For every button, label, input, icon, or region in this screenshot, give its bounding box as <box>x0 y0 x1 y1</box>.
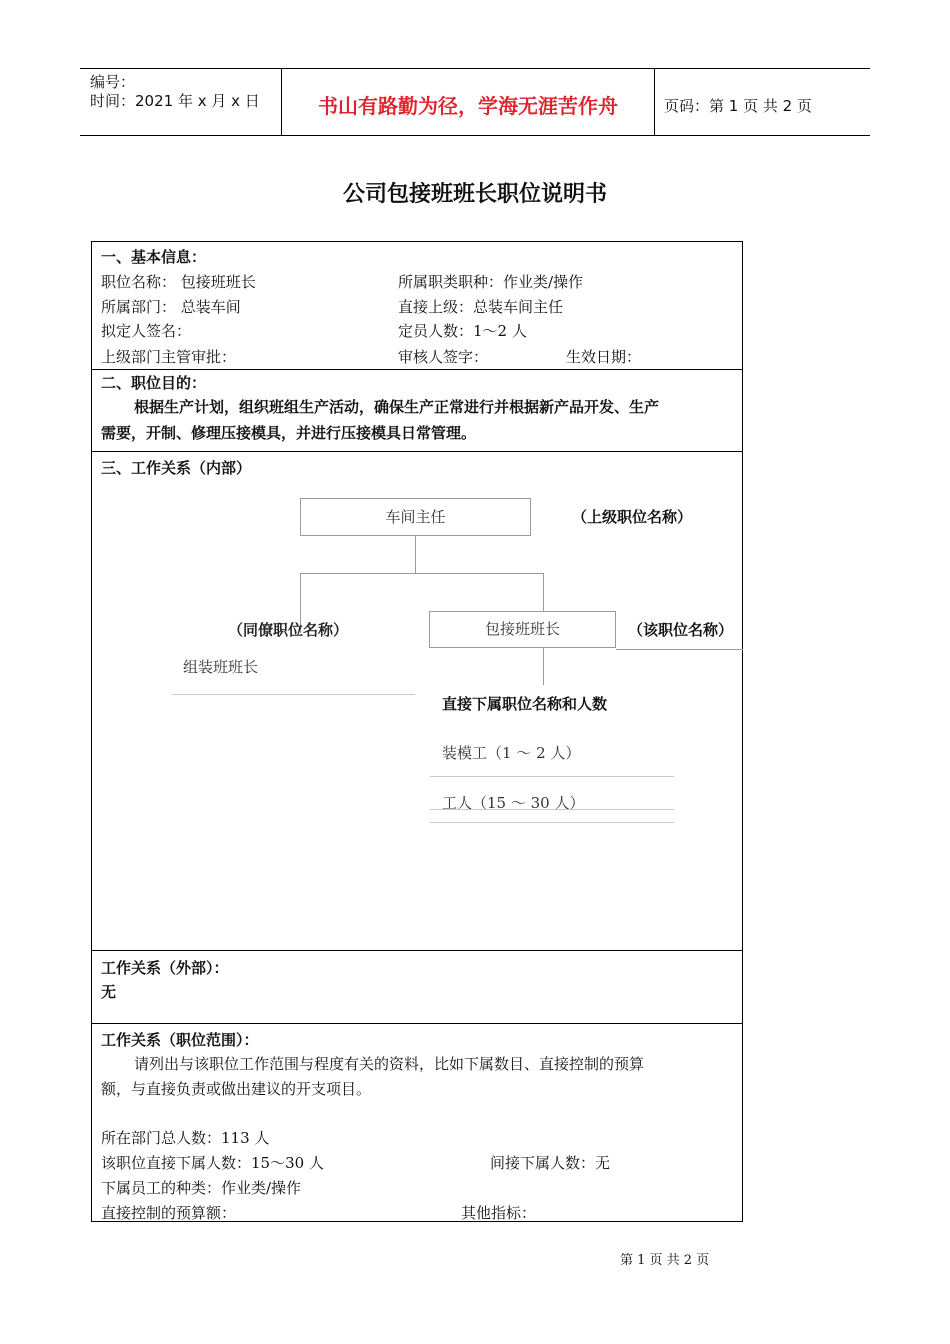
direct-superior: 直接上级：总装车间主任 <box>398 298 564 316</box>
peer-role-label: （同僚职位名称） <box>228 621 349 639</box>
subordinate-types: 下属员工的种类：作业类/操作 <box>101 1179 302 1197</box>
purpose-heading: 二、职位目的： <box>101 374 207 392</box>
row-divider-internal <box>91 451 743 452</box>
org-connector-horizontal <box>300 573 543 574</box>
row-divider-external <box>91 950 743 951</box>
header-bottom-rule <box>80 135 870 136</box>
department-total: 所在部门总人数：113 人 <box>101 1129 270 1147</box>
org-connector-self <box>543 573 544 611</box>
superior-role-label: （上级职位名称） <box>572 508 693 526</box>
org-connector-down <box>415 536 416 573</box>
headcount: 定员人数：1～2 人 <box>398 322 527 340</box>
header-top-rule <box>80 68 870 69</box>
other-indicators: 其他指标： <box>461 1204 537 1222</box>
header-motto: 书山有路勤为径，学海无涯苦作舟 <box>318 94 618 118</box>
subordinates-heading: 直接下属职位名称和人数 <box>442 695 608 713</box>
indirect-subordinates-count: 间接下属人数：无 <box>490 1154 611 1172</box>
direct-subordinates-count: 该职位直接下属人数：15～30 人 <box>101 1154 324 1172</box>
superior-approval: 上级部门主管审批： <box>101 348 237 366</box>
scope-heading: 工作关系（职位范围）： <box>101 1031 259 1049</box>
position-name: 职位名称： 包接班班长 <box>101 273 256 291</box>
document-title: 公司包接班班长职位说明书 <box>342 182 607 207</box>
footer-page-number: 第 1 页 共 2 页 <box>620 1253 710 1268</box>
self-box-underline <box>616 649 743 650</box>
header-divider-right <box>654 68 655 135</box>
row-divider-scope <box>91 1023 743 1024</box>
subordinate-item: 工人（15 ～ 30 人） <box>442 794 585 812</box>
self-box-label: 包接班班长 <box>484 620 560 638</box>
scope-desc-line-2: 额，与直接负责或做出建议的开支项目。 <box>101 1080 372 1098</box>
page-info: 页码：第 1 页 共 2 页 <box>664 97 812 115</box>
external-relations-value: 无 <box>101 983 117 1001</box>
effective-date: 生效日期： <box>566 348 642 366</box>
drafter-signature: 拟定人签名： <box>101 322 192 340</box>
subordinate-underline-1 <box>430 776 674 777</box>
peer-item: 组装班班长 <box>183 658 259 676</box>
purpose-line-1: 根据生产计划，组织班组生产活动，确保生产正常进行并根据新产品开发、生产 <box>134 398 660 416</box>
row-divider-purpose <box>91 369 743 370</box>
external-relations-heading: 工作关系（外部）： <box>101 959 229 977</box>
doc-number-label: 编号： <box>90 73 136 91</box>
self-role-label: （该职位名称） <box>628 621 734 639</box>
subordinate-underline-3 <box>430 822 674 823</box>
direct-budget: 直接控制的预算额： <box>101 1204 237 1222</box>
scope-desc-line-1: 请列出与该职位工作范围与程度有关的资料，比如下属数目、直接控制的预算 <box>134 1055 645 1073</box>
org-connector-subordinates <box>543 648 544 685</box>
subordinate-underline-2 <box>430 809 674 810</box>
position-category: 所属职类职种：作业类/操作 <box>398 273 584 291</box>
internal-relations-heading: 三、工作关系（内部） <box>101 459 252 477</box>
superior-box <box>300 498 531 536</box>
reviewer-signature: 审核人签字： <box>398 348 489 366</box>
basic-info-heading: 一、基本信息： <box>101 248 207 266</box>
peer-item-underline <box>172 694 415 695</box>
purpose-line-2: 需要，开制、修理压接模具，并进行压接模具日常管理。 <box>101 424 477 442</box>
department: 所属部门： 总装车间 <box>101 298 241 316</box>
doc-date: 时间：2021 年 x 月 x 日 <box>90 92 260 110</box>
subordinate-item: 装模工（1 ～ 2 人） <box>442 744 581 762</box>
superior-box-label: 车间主任 <box>385 508 446 526</box>
self-box <box>429 611 616 648</box>
